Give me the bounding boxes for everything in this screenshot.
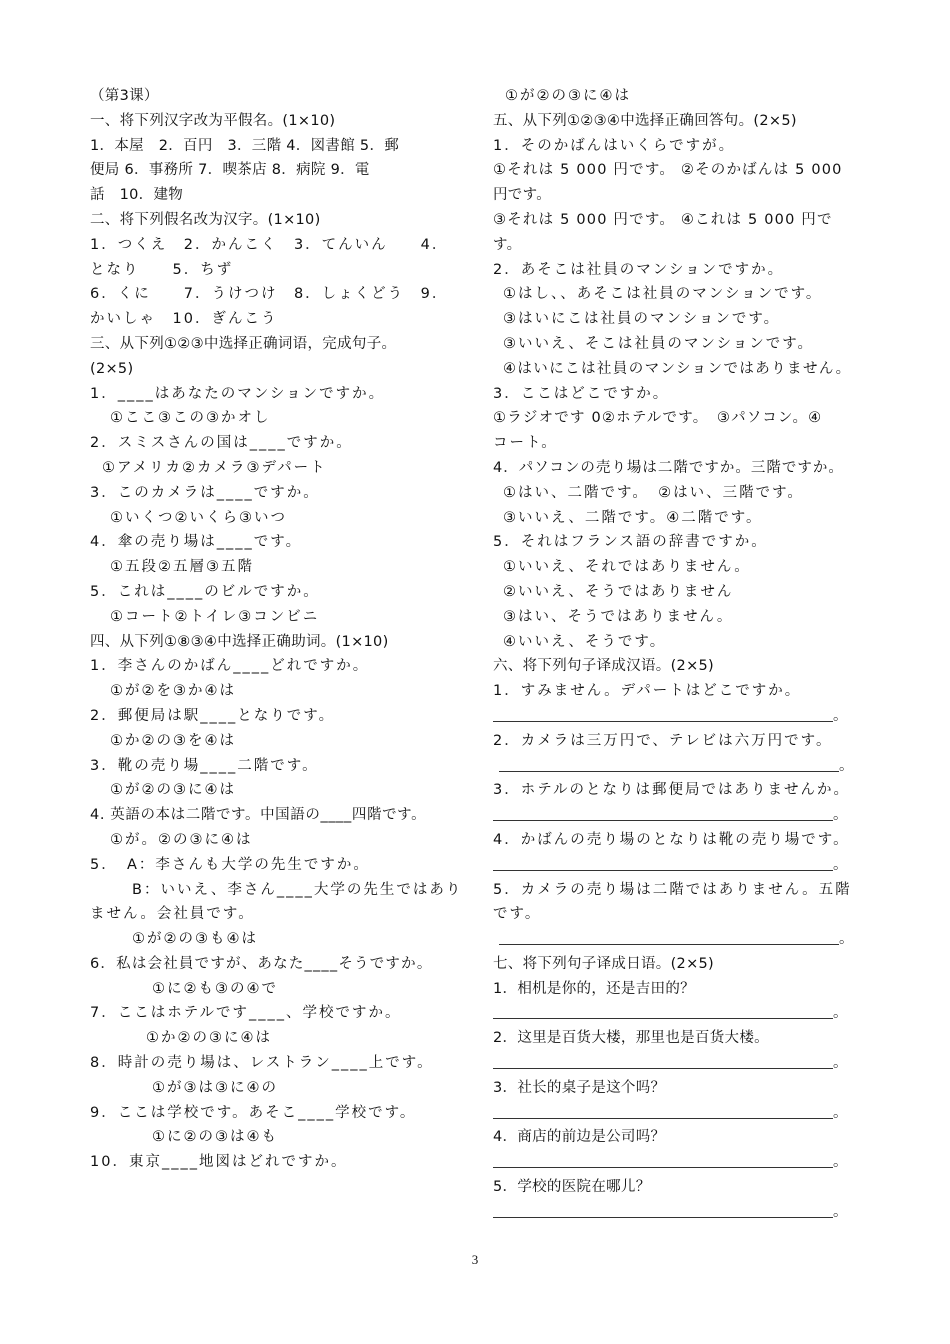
question-line: 4．傘の売り場は____です。: [90, 534, 303, 551]
lesson-title: （第3课）: [90, 88, 159, 104]
question-line: 5． A：李さんも大学の先生ですか。: [90, 856, 370, 873]
text-line: 話 10．建物: [90, 187, 184, 204]
answer-period: 。: [833, 1154, 848, 1171]
answer-period: 。: [833, 807, 848, 824]
options-line: ①いいえ、それではありません。: [503, 559, 751, 576]
question-line: 3．ここはどこですか。: [493, 385, 670, 402]
options-line: ①が。②の③に④は: [110, 831, 253, 848]
options-line: ①アメリカ②カメラ③デパート: [102, 459, 327, 476]
answer-line: [493, 1001, 873, 1026]
options-line: ①それは 5 000 円です。 ②そのかばんは 5 000: [493, 162, 843, 179]
options-line: ①が②を③か④は: [110, 683, 236, 700]
answer-blank[interactable]: [493, 1203, 833, 1218]
answer-blank[interactable]: [493, 707, 833, 722]
answer-period: 。: [839, 757, 854, 774]
section-5-heading: 五、从下列①②③④中选择正确回答句。(2×5): [493, 112, 797, 129]
answer-blank[interactable]: [493, 1054, 833, 1069]
options-line: ①ラジオです 0②ホテルです。 ③パソコン。④: [493, 410, 823, 427]
question-line: 2．郵便局は駅____となりです。: [90, 707, 336, 724]
options-line: ①に②も③の④で: [152, 980, 278, 997]
options-line: ①ここ③この③かオし: [110, 410, 271, 427]
question-line: 9．ここは学校です。あそこ____学校です。: [90, 1104, 417, 1121]
answer-period: 。: [833, 707, 848, 724]
question-line: 3．社长的桌子是这个吗？: [493, 1079, 666, 1096]
answer-blank[interactable]: [499, 757, 839, 772]
answer-blank[interactable]: [499, 930, 839, 945]
answer-line: [493, 1200, 873, 1225]
question-line: 3．ホテルのとなりは郵便局ではありませんか。: [493, 782, 850, 799]
options-line: ①はし、、あそこは社員のマンションです。: [503, 286, 823, 303]
text-line: となり 5．ちず: [90, 261, 234, 278]
options-line: ④いいえ、そうです。: [503, 633, 667, 650]
question-line: 3．靴の売り場____二階です。: [90, 757, 319, 774]
options-line: ①か②の③を④は: [110, 732, 236, 749]
question-line: 4. 英語の本は二階です。中国語の____四階です。: [90, 807, 427, 824]
question-line: 1．____はあなたのマンションですか。: [90, 385, 386, 402]
text-line: かいしゃ 10．ぎんこう: [90, 311, 278, 328]
options-line: ①が③は③に④の: [152, 1079, 278, 1096]
answer-line: [493, 803, 873, 828]
options-line: ①に②の③は④も: [152, 1129, 278, 1146]
section-7-heading: 七、将下列句子译成日语。(2×5): [493, 955, 715, 972]
options-line: ③はいにこは社員のマンションです。: [503, 311, 781, 328]
question-line: 2．カメラは三万円で、テレビは六万円です。: [493, 732, 833, 749]
answer-line: [493, 1150, 873, 1175]
answer-period: 。: [833, 856, 848, 873]
options-line: コート。: [493, 435, 558, 452]
text-line: 1．本屋 2．百円 3．三階 4．図書館 5．郵: [90, 137, 400, 154]
answer-line: [493, 853, 873, 878]
answer-line: [493, 1101, 873, 1126]
question-line: 2．スミスさんの国は____ですか。: [90, 435, 353, 452]
section-3-score: (2×5): [90, 360, 134, 377]
section-2-heading: 二、将下列假名改为汉字。(1×10): [90, 211, 321, 228]
question-line: 2．这里是百货大楼，那里也是百货大楼。: [493, 1030, 769, 1047]
answer-blank[interactable]: [493, 1153, 833, 1168]
question-line: 1．そのかばんはいくらですが。: [493, 137, 736, 154]
section-4-heading: 四、从下列①⑧③④中选择正确助词。(1×10): [90, 633, 389, 650]
section-3-heading: 三、从下列①②③中选择正确词语，完成句子。: [90, 335, 397, 352]
options-line: ③いいえ、二階です。④二階です。: [503, 509, 763, 526]
question-line: 1．李さんのかばん____どれですか。: [90, 658, 370, 675]
answer-period: 。: [839, 931, 854, 948]
text-line: 6．くに 7．うけつけ 8．しょくどう 9．: [90, 286, 449, 303]
options-line: ①が②の③も④は: [132, 931, 258, 948]
question-line: 3．このカメラは____ですか。: [90, 484, 320, 501]
question-line: 4．パソコンの売り場は二階ですか。三階ですか。: [493, 459, 844, 476]
options-line: ①はい、二階です。 ②はい、三階です。: [503, 484, 804, 501]
answer-period: 。: [833, 1104, 848, 1121]
text-line: 1．つくえ 2．かんこく 3．てんいん 4．: [90, 236, 449, 253]
question-line: 5．これは____のビルですか。: [90, 583, 320, 600]
question-line: 5．学校的医院在哪儿？: [493, 1179, 651, 1196]
answer-blank[interactable]: [493, 1104, 833, 1119]
left-column: [90, 84, 478, 1175]
question-line: 10．東京____地図はどれですか。: [90, 1154, 348, 1171]
question-line: 2．あそこは社員のマンションですか。: [493, 261, 785, 278]
options-line: ①か②の③に④は: [146, 1030, 272, 1047]
right-column: [493, 84, 873, 1225]
answer-period: 。: [833, 1203, 848, 1220]
text-line: 便局 6．事務所 7．喫茶店 8．病院 9．電: [90, 162, 370, 179]
page-number: 3: [471, 1252, 479, 1267]
options-line: す。: [493, 236, 522, 253]
question-line: 5．それはフランス語の辞書ですか。: [493, 534, 768, 551]
question-line: 8．時計の売り場は、レストラン____上です。: [90, 1055, 434, 1072]
answer-blank[interactable]: [493, 806, 833, 821]
options-line: ①いくつ②いくら③いつ: [110, 509, 287, 526]
answer-line: [493, 927, 873, 952]
options-line: ③いいえ、そこは社員のマンションです。: [503, 335, 815, 352]
question-line: 4．かばんの売り場のとなりは靴の売り場です。: [493, 831, 850, 848]
question-line: ません。会社員です。: [90, 906, 255, 923]
question-line: 1．すみません。デパートはどこですか。: [493, 683, 802, 700]
options-line: ①が②の③に④は: [505, 88, 631, 104]
answer-blank[interactable]: [493, 856, 833, 871]
options-line: 円です。: [493, 187, 552, 204]
options-line: ①五段②五層③五階: [110, 559, 254, 576]
question-line: 4．商店的前边是公司吗？: [493, 1129, 666, 1146]
options-line: ①コート②トイレ③コンビニ: [110, 608, 320, 625]
question-line: です。: [493, 906, 542, 923]
answer-period: 。: [833, 1055, 848, 1072]
answer-line: [493, 754, 873, 779]
question-line: 7．ここはホテルです____、学校ですか。: [90, 1005, 402, 1022]
section-6-heading: 六、将下列句子译成汉语。(2×5): [493, 658, 715, 675]
answer-line: [493, 704, 873, 729]
question-line: 6．私は会社員ですが、あなた____そうですか。: [90, 955, 433, 972]
question-line: B：いいえ、李さん____大学の先生ではあり: [132, 881, 463, 898]
question-line: 1．相机是你的，还是吉田的？: [493, 980, 695, 997]
answer-period: 。: [833, 1005, 848, 1022]
options-line: ②いいえ、そうではありません: [503, 583, 734, 600]
answer-line: [493, 1051, 873, 1076]
options-line: ④はいにこは社員のマンションではありません。: [503, 360, 852, 377]
options-line: ③それは 5 000 円です。 ④これは 5 000 円で: [493, 211, 833, 228]
options-line: ①が②の③に④は: [110, 782, 236, 799]
options-line: ③はい、そうではありません。: [503, 608, 734, 625]
question-line: 5．カメラの売り場は二階ではありません。五階: [493, 881, 852, 898]
answer-blank[interactable]: [493, 1004, 833, 1019]
section-1-heading: 一、将下列汉字改为平假名。(1×10): [90, 112, 336, 129]
